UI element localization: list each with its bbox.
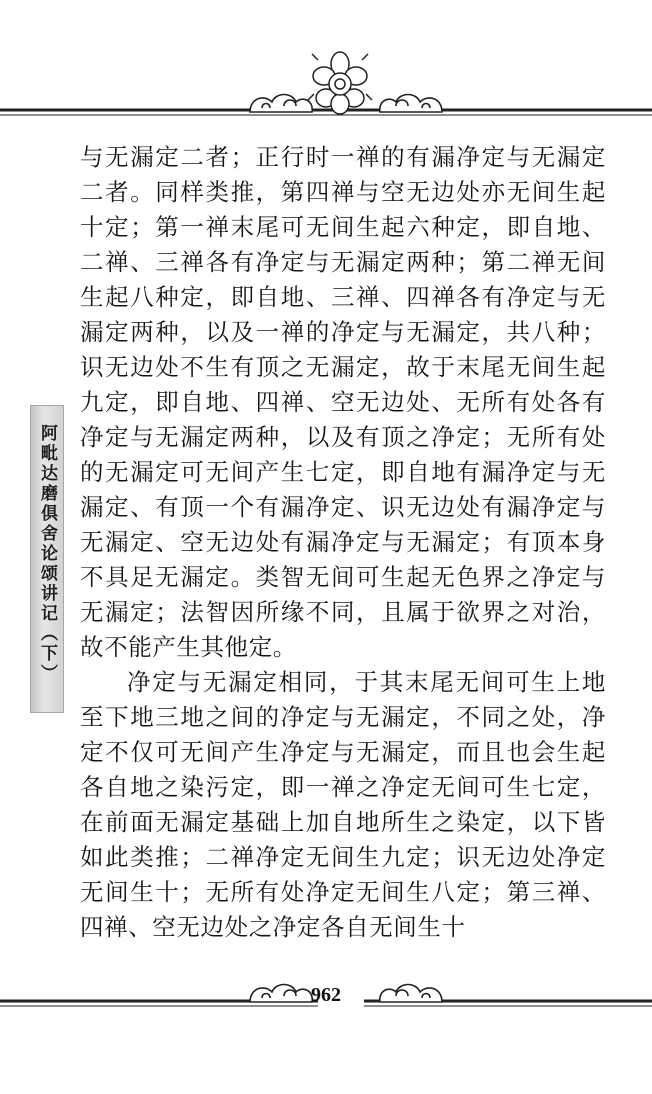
page-number: 962 [311,984,341,1006]
book-title-side-tab [30,405,64,713]
cloud-scroll-left-icon [250,95,312,113]
header-ornament [0,48,652,128]
cloud-scroll-right-icon [380,95,442,113]
page-body [80,140,606,945]
paragraph: 净定与无漏定相同，于其末尾无间可生上地至下地三地之间的净定与无漏定，不同之处，净定不仅可无间产生净定与无漏定，而且也会生起各自地之染污定，即一禅之净定无间可生七定，在前面无漏定基础上加自地所生之染定，以下皆如此类推；二禅净定无间生九定；识无边处净定无间生十；无所有处净定无间生八定；第三禅、四禅、空无边处之净定各自无间生十 [80,668,606,941]
paragraph: 与无漏定二者；正行时一禅的有漏净定与无漏定二者。同样类推，第四禅与空无边处亦无间生起十定；第一禅末尾可无间生起六种定，即自地、二禅、三禅各有净定与无漏定两种；第二禅无间生起八种定，即自地、三禅、四禅各有净定与无漏定两种，以及一禅的净定与无漏定，共八种；识无边处不生有顶之无漏定，故于末尾无间生起九定，即自地、四禅、空无边处、无所有处各有净定与无漏定两种，以及有顶之净定；无所有处的无漏定可无间产生七定，即自地有漏净定与无漏定、有顶一个有漏净定、识无边处有漏净定与无漏定、空无边处有漏净定与无漏定；有顶本身不具足无漏定。类智无间可生起无色界之净定与无漏定；法智因所缘不同，且属于欲界之对治，故不能产生其他定。 [80,143,606,661]
peony-flower-icon [308,52,372,114]
book-title: 阿毗达磨俱舍论颂讲记（下） [37,424,57,684]
